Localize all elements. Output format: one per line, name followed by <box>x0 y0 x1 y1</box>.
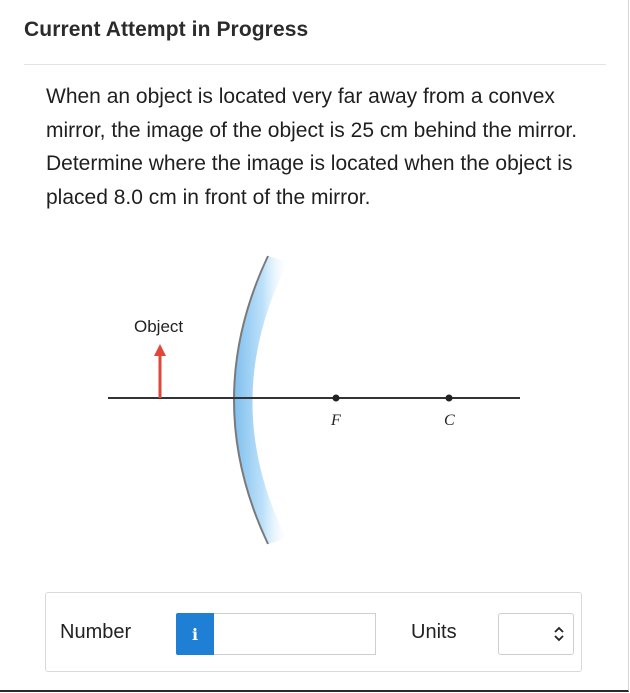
object-arrowhead <box>154 344 166 356</box>
focal-point-dot <box>333 395 340 402</box>
number-label: Number <box>60 621 132 643</box>
focal-point-label: F <box>331 412 341 429</box>
center-point-dot <box>446 395 453 402</box>
info-icon: i <box>191 624 199 644</box>
mirror-shape <box>234 256 288 544</box>
page-title: Current Attempt in Progress <box>24 18 309 41</box>
header-divider <box>24 64 606 65</box>
center-point-label: C <box>444 412 455 429</box>
up-down-chevron-icon <box>554 626 564 642</box>
units-label: Units <box>411 621 457 643</box>
info-button[interactable] <box>176 613 214 655</box>
answer-box <box>45 592 582 672</box>
convex-mirror-figure <box>100 250 530 550</box>
number-input[interactable] <box>214 613 376 655</box>
object-label: Object <box>134 317 184 336</box>
units-select[interactable] <box>498 613 574 655</box>
question-text: When an object is located very far away from a convex mirror, the image of the object is 25 cm behind the mirror. Determine where the image is located when the object is placed 8.0 cm in front of the mirror. <box>46 85 578 209</box>
